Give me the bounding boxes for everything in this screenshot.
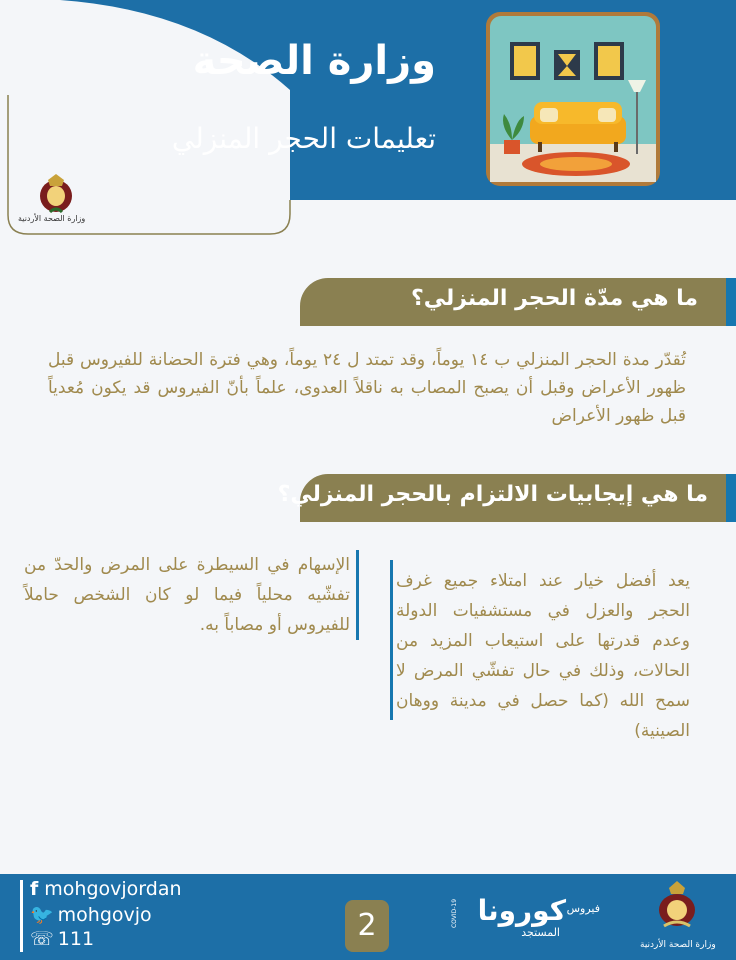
facebook-icon: f bbox=[30, 878, 39, 900]
column-divider bbox=[390, 560, 393, 720]
section-heading-benefits bbox=[277, 474, 736, 522]
living-room-illustration bbox=[486, 12, 660, 186]
emblem-icon bbox=[36, 172, 76, 214]
duration-paragraph: تُقدّر مدة الحجر المنزلي ب ١٤ يوماً، وقد تمتد ل ٢٤ يوماً، وهي فترة الحضانة للفيروس قبل ظهور الأعراض وقبل أن يصبح المصاب به ناقلاً العدوى، علماً بأنّ الفيروس قد يكون مُعدياً قبل ظهور الأعراض bbox=[48, 350, 687, 426]
footer-emblem-icon bbox=[656, 878, 698, 930]
covid-tag: COVID-19 bbox=[451, 898, 459, 929]
twitter-handle: mohgovjo bbox=[57, 904, 152, 926]
page-subtitle: تعليمات الحجر المنزلي bbox=[171, 122, 436, 155]
phone-icon: ☏ bbox=[30, 928, 54, 950]
ministry-label: وزارة الصحة الأردنية bbox=[18, 214, 86, 223]
sofa-icon bbox=[490, 16, 656, 182]
virus-word: فيروس bbox=[566, 902, 600, 915]
section-heading-accent bbox=[726, 278, 736, 326]
twitter-icon: 🐦 bbox=[30, 904, 54, 926]
twitter-link[interactable] bbox=[30, 903, 152, 926]
facebook-link[interactable] bbox=[30, 878, 182, 900]
phone-number: 111 bbox=[57, 928, 95, 950]
footer-divider bbox=[20, 880, 23, 952]
phone-link[interactable] bbox=[30, 928, 94, 950]
section-heading-duration bbox=[300, 278, 736, 326]
column-divider bbox=[356, 550, 359, 640]
page-title: وزارة الصحة bbox=[192, 38, 436, 84]
page-number-badge: 2 bbox=[345, 900, 389, 952]
emerging-word: المستجد bbox=[521, 926, 560, 939]
section-heading-benefits-text: ما هي إيجابيات الالتزام بالحجر المنزلي؟ bbox=[277, 482, 708, 507]
corona-word: كورونا bbox=[477, 894, 566, 927]
benefit-right-text: يعد أفضل خيار عند امتلاء جميع غرف الحجر والعزل في مستشفيات الدولة وعدم قدرتها على استيعاب المزيد من الحالات، وذلك في حال تفشّي المرض لا سمح الله (كما حصل في مدينة ووهان الصينية) bbox=[396, 571, 690, 741]
corona-logo bbox=[440, 884, 600, 944]
footer-ministry-label: وزارة الصحة الأردنية bbox=[640, 940, 716, 950]
facebook-handle: mohgovjordan bbox=[44, 878, 182, 900]
section-heading-duration-text: ما هي مدّة الحجر المنزلي؟ bbox=[410, 286, 698, 311]
benefit-left-text: الإسهام في السيطرة على المرض والحدّ من تفشّيه محلياً فيما لو كان الشخص حاملاً للفيروس أو مصاباً به. bbox=[24, 555, 350, 635]
section-heading-accent bbox=[726, 474, 736, 522]
